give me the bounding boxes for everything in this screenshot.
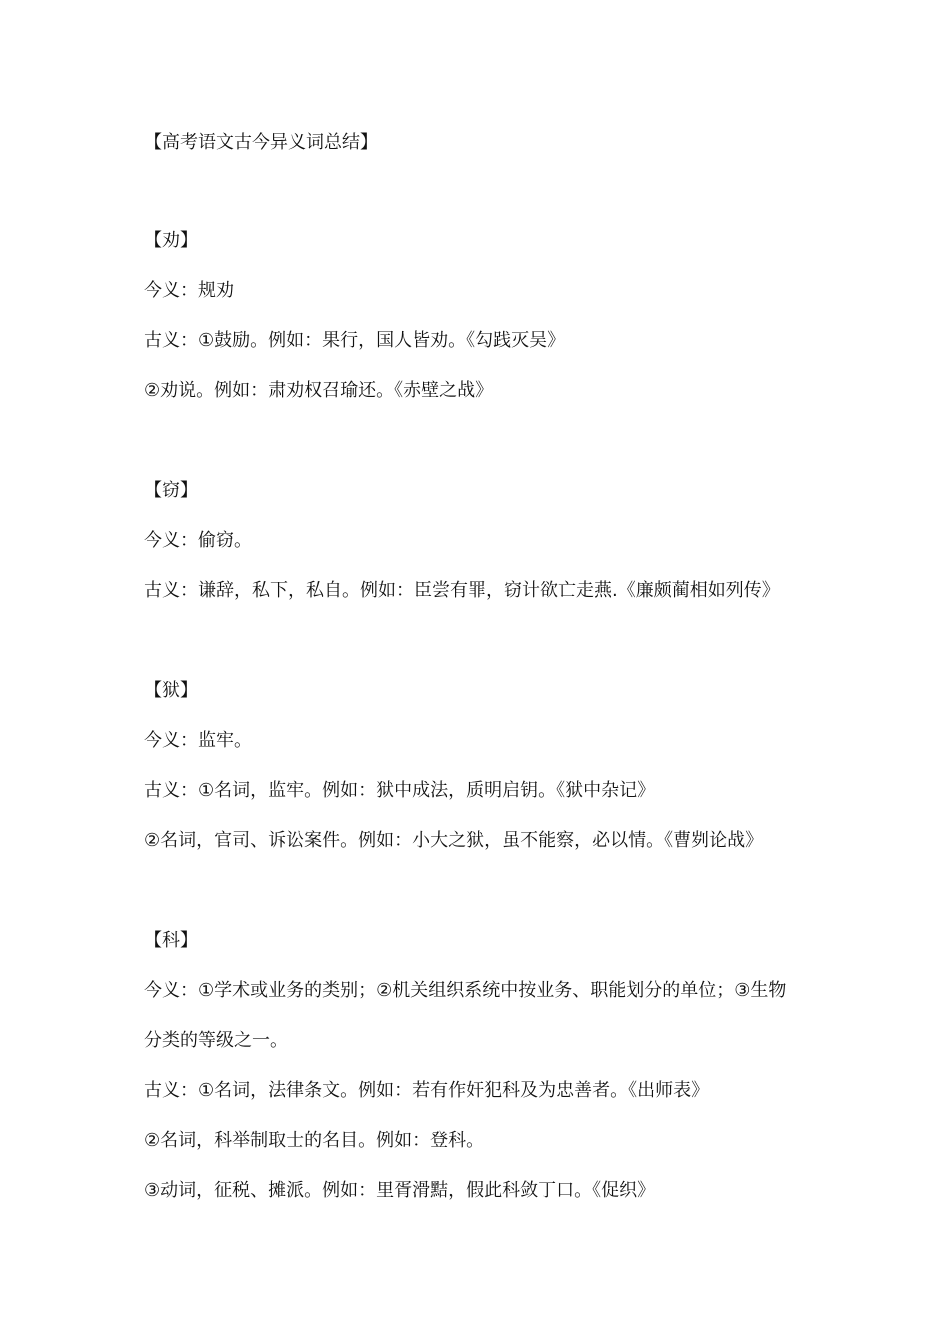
entry-line: 古义：①名词，监牢。例如：狱中成法，质明启钥。《狱中杂记》 [144, 780, 656, 801]
entry-line: 分类的等级之一。 [144, 1030, 288, 1051]
entry-line: 古义：谦辞，私下，私自。例如：臣尝有罪，窃计欲亡走燕.《廉颇蔺相如列传》 [144, 580, 780, 601]
entry-heading: 【窃】 [144, 480, 198, 501]
entry-line: 今义：偷窃。 [144, 530, 252, 551]
entry-heading: 【狱】 [144, 680, 198, 701]
entry-qie [144, 466, 844, 616]
entry-quan [144, 216, 844, 416]
entry-line: 古义：①鼓励。例如：果行，国人皆劝。《勾践灭吴》 [144, 330, 566, 351]
entry-yu [144, 666, 844, 866]
document-page [144, 118, 844, 1216]
entry-line: ②名词，官司、诉讼案件。例如：小大之狱，虽不能察，必以情。《曹刿论战》 [144, 830, 764, 851]
entry-line: ③动词，征税、摊派。例如：里胥滑黠，假此科敛丁口。《促织》 [144, 1180, 656, 1201]
document-title: 【高考语文古今异义词总结】 [144, 132, 378, 153]
spacer [144, 616, 844, 666]
entry-line: 今义：监牢。 [144, 730, 252, 751]
entry-heading: 【科】 [144, 930, 198, 951]
entry-line: ②劝说。例如：肃劝权召瑜还。《赤壁之战》 [144, 380, 494, 401]
entry-heading: 【劝】 [144, 230, 198, 251]
entry-ke [144, 916, 844, 1216]
spacer [144, 416, 844, 466]
spacer [144, 866, 844, 916]
entry-line: ②名词，科举制取士的名目。例如：登科。 [144, 1130, 485, 1151]
entry-line: 古义：①名词，法律条文。例如：若有作奸犯科及为忠善者。《出师表》 [144, 1080, 710, 1101]
entry-line: 今义：①学术或业务的类别；②机关组织系统中按业务、职能划分的单位；③生物 [144, 980, 787, 1001]
entry-line: 今义：规劝 [144, 280, 234, 301]
